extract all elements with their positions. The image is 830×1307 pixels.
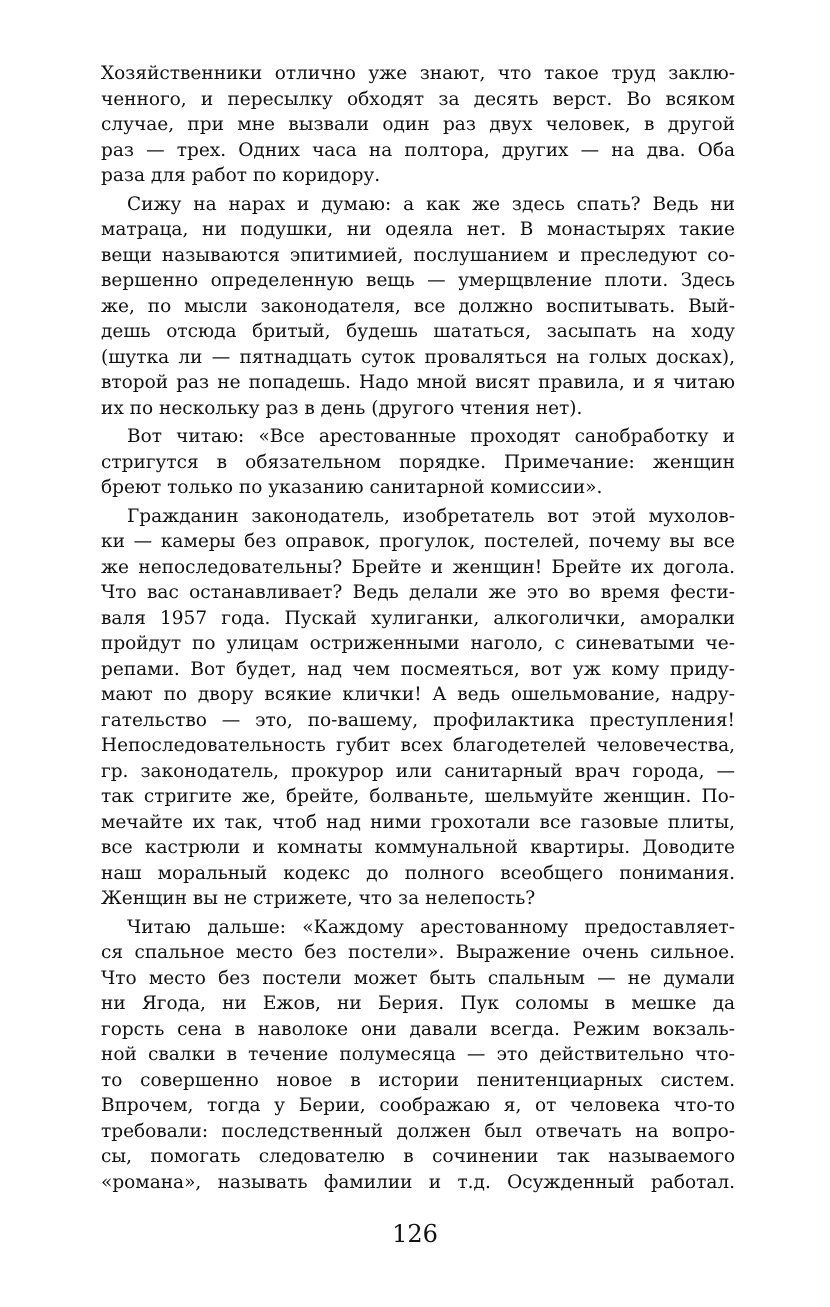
text-line: гательство — это, по-вашему, профилактика преступления! bbox=[101, 709, 735, 731]
text-line: второй раз не попадешь. Надо мной висят правила, и я читаю bbox=[101, 372, 735, 393]
text-line: горсть сена в наволоке они давали всегда. Режим вокзаль- bbox=[101, 1018, 735, 1040]
text-line: репами. Вот будет, над чем посмеяться, вот уж кому приду- bbox=[101, 658, 735, 680]
text-line: матраца, ни подушки, ни одеяла нет. В монастырях такие bbox=[101, 219, 735, 240]
text-line: мают по двору всякие клички! А ведь ошельмование, надру- bbox=[101, 684, 735, 705]
text-line: Читаю дальше: «Каждому арестованному предоставляет- bbox=[127, 916, 735, 938]
text-line: требовали: последственный должен был отвечать на вопро- bbox=[101, 1120, 735, 1142]
text-line: «романа», называть фамилии и т.д. Осужденный работал. bbox=[101, 1171, 735, 1193]
text-line: ся спальное место без постели». Выражение очень сильное. bbox=[101, 942, 735, 963]
text-line: раза для работ по коридору. bbox=[101, 165, 381, 186]
text-line: валя 1957 года. Пускай хулиганки, алкоголички, аморалки bbox=[101, 607, 735, 629]
text-line: Впрочем, тогда у Берии, соображаю я, от человека что-то bbox=[101, 1095, 735, 1116]
paragraph bbox=[101, 504, 735, 912]
text-line: Что вас останавливает? Ведь делали же это во время фести- bbox=[101, 582, 735, 603]
text-line: сы, помогать следователю в сочинении так называемого bbox=[101, 1146, 735, 1167]
text-line: ни Ягода, ни Ежов, ни Берия. Пук соломы в мешке да bbox=[101, 993, 735, 1014]
text-line: Женщин вы не стрижете, что за нелепость? bbox=[101, 888, 536, 909]
text-line: наш моральный кодекс до полного всеобщего понимания. bbox=[101, 862, 735, 884]
paragraph bbox=[101, 424, 735, 501]
text-line: мечайте их так, чтоб над ними грохотали все газовые плиты, bbox=[101, 811, 735, 833]
text-line: вершенно определенную вещь — умерщвление плоти. Здесь bbox=[101, 270, 735, 291]
text-line: раз — трех. Одних часа на полтора, других — на два. Оба bbox=[101, 139, 735, 161]
text-line: Вот читаю: «Все арестованные проходят санобработку и bbox=[127, 426, 735, 447]
text-line: вещи называются эпитимией, послушанием и преследуют со- bbox=[101, 244, 735, 266]
text-line: ченного, и пересылку обходят за десять верст. Во всяком bbox=[101, 88, 735, 110]
text-line: все кастрюли и комнаты коммунальной квартиры. Доводите bbox=[101, 837, 735, 858]
text-line: случае, при мне вызвали один раз двух человек, в другой bbox=[101, 114, 735, 135]
text-line: бреют только по указанию санитарной комиссии». bbox=[101, 477, 603, 498]
text-line: то совершенно новое в истории пенитенциарных систем. bbox=[101, 1069, 735, 1091]
text-line: Что место без постели может быть спальным — не думали bbox=[101, 967, 735, 989]
text-line: Гражданин законодатель, изобретатель вот этой мухолов- bbox=[127, 505, 735, 527]
paragraph bbox=[101, 61, 735, 189]
text-line: пройдут по улицам остриженными наголо, с синеватыми че- bbox=[101, 633, 735, 654]
text-line: Хозяйственники отлично уже знают, что такое труд заклю- bbox=[101, 63, 735, 84]
paragraph bbox=[101, 192, 735, 422]
text-line: ки — камеры без оправок, прогулок, постелей, почему вы все bbox=[101, 531, 735, 552]
text-line: Непоследовательность губит всех благодетелей человечества, bbox=[101, 735, 735, 756]
paragraph bbox=[101, 915, 735, 1196]
text-line: дешь отсюда бритый, будешь шататься, засыпать на ходу bbox=[101, 321, 735, 342]
text-line: так стригите же, брейте, болваньте, шельмуйте женщин. По- bbox=[101, 786, 735, 807]
page-number: 126 bbox=[392, 1220, 438, 1248]
text-line: Сижу на нарах и думаю: а как же здесь спать? Ведь ни bbox=[127, 193, 735, 215]
text-line: стригутся в обязательном порядке. Примечание: женщин bbox=[101, 451, 735, 473]
text-line: гр. законодатель, прокурор или санитарный врач города, — bbox=[101, 760, 735, 782]
text-line: ной свалки в течение полумесяца — это действительно что- bbox=[101, 1044, 735, 1065]
text-line: же непоследовательны? Брейте и женщин! Брейте их догола. bbox=[101, 556, 735, 578]
page-body bbox=[101, 61, 735, 1195]
text-line: их по нескольку раз в день (другого чтения нет). bbox=[101, 397, 583, 419]
text-line: же, по мысли законодателя, все должно воспитывать. Вый- bbox=[101, 295, 735, 317]
text-line: (шутка ли — пятнадцать суток проваляться на голых досках), bbox=[101, 346, 735, 368]
